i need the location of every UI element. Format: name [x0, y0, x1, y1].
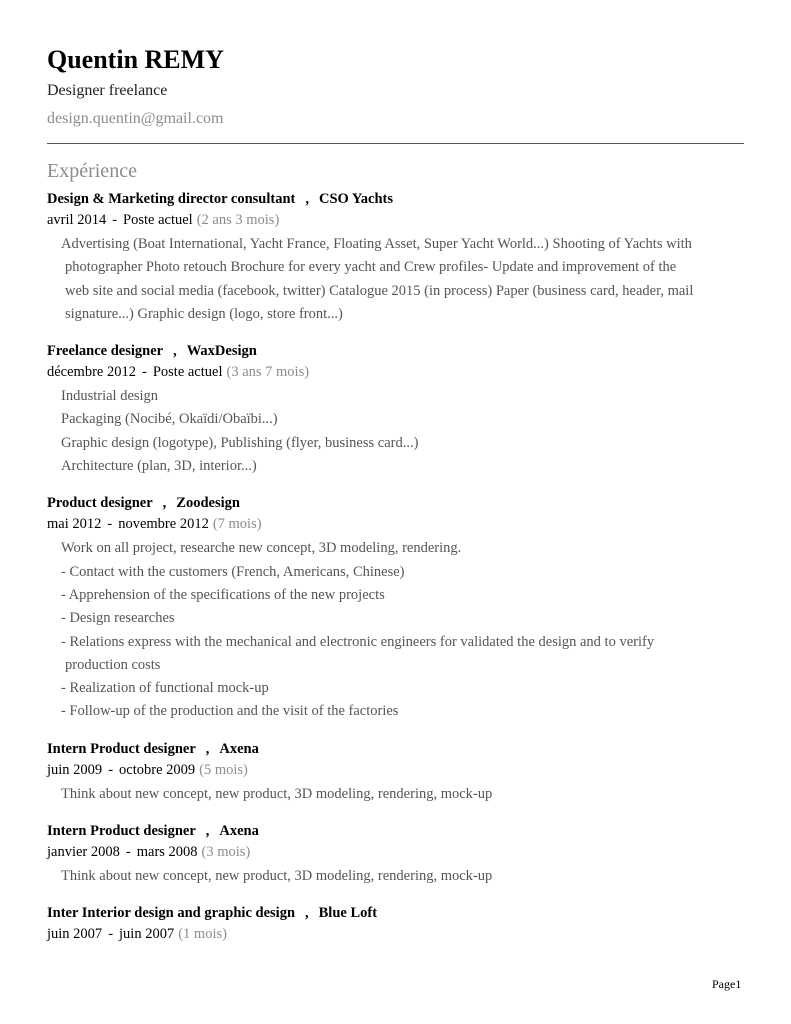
experience-dates	[47, 925, 744, 944]
experience-dates	[47, 761, 744, 780]
date-separator: -	[108, 926, 114, 943]
description-line: - Contact with the customers (French, Americans, Chinese)	[61, 563, 405, 580]
heading-separator: ,	[162, 495, 167, 512]
description-line: Graphic design (logotype), Publishing (flyer, business card...)	[61, 434, 419, 451]
description-line: Advertising (Boat International, Yacht France, Floating Asset, Super Yacht World...) Shooting of Yachts with	[61, 236, 692, 252]
experience-heading	[47, 190, 744, 209]
experience-company: WaxDesign	[186, 343, 257, 360]
description-line: Work on all project, researche new concept, 3D modeling, rendering.	[61, 540, 462, 557]
experience-heading	[47, 904, 744, 923]
experience-list	[47, 190, 744, 960]
date-separator: -	[112, 212, 118, 228]
experience-section-title: Expérience	[47, 160, 137, 182]
experience-start: juin 2007	[47, 926, 103, 943]
experience-start: janvier 2008	[47, 844, 120, 861]
experience-entry	[47, 494, 744, 723]
heading-separator: ,	[305, 191, 309, 207]
experience-company: Axena	[219, 823, 259, 840]
description-line: signature...) Graphic design (logo, store front...)	[65, 305, 343, 322]
experience-company: CSO Yachts	[319, 191, 393, 207]
experience-start: mai 2012	[47, 516, 102, 533]
heading-separator: ,	[205, 740, 210, 757]
experience-company: Axena	[219, 740, 259, 757]
experience-dates	[47, 843, 744, 862]
experience-dates	[47, 363, 744, 382]
experience-role: Freelance designer	[47, 343, 164, 360]
experience-heading	[47, 342, 744, 361]
description-line: - Relations express with the mechanical and electronic engineers for validated the design and to verify	[61, 633, 655, 650]
experience-start: juin 2009	[47, 761, 103, 778]
date-separator: -	[125, 844, 131, 861]
description-line: Think about new concept, new product, 3D modeling, rendering, mock-up	[61, 785, 493, 802]
experience-entry	[47, 342, 744, 478]
description-line: Architecture (plan, 3D, interior...)	[61, 458, 257, 475]
experience-role: Product designer	[47, 495, 153, 512]
description-line: - Apprehension of the specifications of the new projects	[61, 586, 385, 603]
experience-duration: (5 mois)	[199, 761, 248, 778]
description-line: Think about new concept, new product, 3D modeling, rendering, mock-up	[61, 868, 493, 885]
experience-entry	[47, 822, 744, 888]
experience-duration: (3 mois)	[201, 844, 251, 861]
experience-heading	[47, 494, 744, 513]
description-line: photographer Photo retouch Brochure for every yacht and Crew profiles- Update and improvement of the	[65, 259, 677, 276]
experience-duration: (2 ans 3 mois)	[196, 212, 280, 228]
experience-description	[47, 537, 744, 723]
description-line: production costs	[65, 656, 161, 673]
experience-company: Zoodesign	[176, 495, 240, 512]
experience-role: Inter Interior design and graphic design	[47, 905, 296, 922]
experience-end: mars 2008	[136, 844, 198, 861]
experience-description	[47, 783, 744, 806]
candidate-name: Quentin REMY	[47, 45, 224, 74]
experience-role: Intern Product designer	[47, 823, 196, 840]
experience-description	[47, 865, 744, 888]
experience-company: Blue Loft	[318, 905, 378, 922]
experience-description	[47, 385, 744, 478]
experience-end: octobre 2009	[119, 761, 196, 778]
experience-description	[47, 233, 744, 326]
experience-entry	[47, 190, 744, 326]
experience-heading	[47, 740, 744, 759]
experience-start: avril 2014	[47, 212, 107, 228]
experience-entry	[47, 904, 744, 944]
candidate-email: design.quentin@gmail.com	[47, 110, 224, 127]
experience-duration: (1 mois)	[178, 926, 227, 943]
experience-duration: (3 ans 7 mois)	[226, 364, 310, 381]
description-line: Industrial design	[61, 388, 159, 405]
experience-dates	[47, 515, 744, 534]
description-line: Packaging (Nocibé, Okaïdi/Obaïbi...)	[61, 411, 278, 428]
experience-role: Design & Marketing director consultant	[47, 191, 296, 207]
experience-role: Intern Product designer	[47, 740, 196, 757]
experience-end: Poste actuel	[123, 212, 193, 228]
experience-end: juin 2007	[119, 926, 175, 943]
experience-heading	[47, 822, 744, 841]
date-separator: -	[108, 761, 114, 778]
experience-end: novembre 2012	[118, 516, 209, 533]
experience-entry	[47, 740, 744, 806]
description-line: - Design researches	[61, 610, 175, 627]
heading-separator: ,	[205, 823, 210, 840]
date-separator: -	[107, 516, 113, 533]
heading-separator: ,	[173, 343, 177, 360]
description-line: - Realization of functional mock-up	[61, 680, 269, 697]
date-separator: -	[141, 364, 147, 381]
header-divider	[47, 143, 744, 144]
description-line: - Follow-up of the production and the visit of the factories	[61, 703, 399, 720]
experience-duration: (7 mois)	[212, 516, 262, 533]
experience-dates	[47, 211, 744, 230]
experience-end: Poste actuel	[152, 364, 223, 381]
experience-start: décembre 2012	[47, 364, 136, 381]
description-line: web site and social media (facebook, twitter) Catalogue 2015 (in process) Paper (business card, header, mail	[65, 282, 694, 299]
candidate-title: Designer freelance	[47, 82, 168, 99]
heading-separator: ,	[305, 905, 309, 922]
page-number: Page1	[712, 977, 742, 991]
